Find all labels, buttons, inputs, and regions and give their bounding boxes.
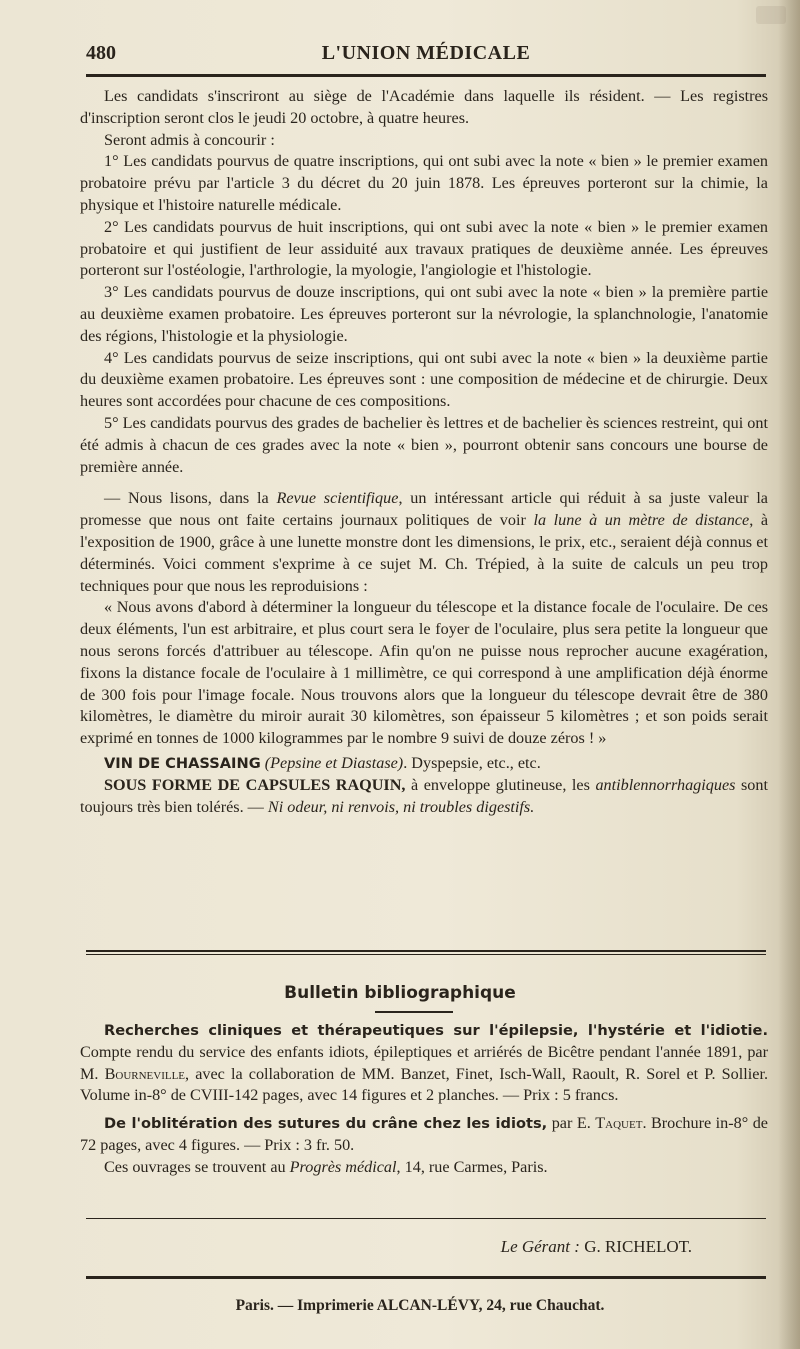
- gerant-signature: [0, 1237, 692, 1257]
- text-run: , un intéressant article qui réduit à sa juste valeur la promesse que nous ont faite certains journaux politiques de voir: [80, 489, 768, 530]
- advert-subtitle: (Pepsine et Diastase): [264, 753, 404, 772]
- text-run: , avec la collaboration de MM. Banzet, Finet, Isch-Wall, Raoult, R. Sorel et P. Sollier. Volume in-8° de CVIII-142 pages, avec 14 figures et 2 planches. — Prix : 5 francs.: [80, 1064, 769, 1105]
- advert-brand: SOUS FORME DE CAPSULES RAQUIN,: [104, 775, 406, 794]
- text-run: par E.: [547, 1114, 596, 1133]
- book-title: Recherches cliniques et thérapeutiques sur l'épilepsie, l'hystérie et l'idiotie.: [104, 1022, 768, 1039]
- text-run: — Nous lisons, dans la: [104, 489, 277, 508]
- page-mark: [756, 6, 786, 24]
- author-name: Bourneville: [104, 1064, 186, 1083]
- advert-vin: [80, 753, 768, 775]
- advert-brand: VIN DE CHASSAING: [104, 754, 261, 772]
- text-run: . Brochure in-8° de 72 pages, avec 4 figures. — Prix : 3 fr. 50.: [80, 1114, 768, 1154]
- article-body: [80, 86, 768, 818]
- paragraph-item-5: 5° Les candidats pourvus des grades de bachelier ès lettres et de bachelier ès sciences restreint, qui ont été admis à chacun de ces grades avec la note « bien », pourront obtenir sans concours une bourse de première année.: [80, 413, 768, 476]
- section-divider: [86, 950, 766, 955]
- paragraph-item-2: 2° Les candidats pourvus de huit inscriptions, qui ont subi avec la note « bien » le premier examen probatoire et qui justifient de leur assiduité aux travaux pratiques de deuxième année. Les épreuves porteront sur l'ostéologie, l'arthrologie, la myologie, l'angiologie et l'histologie.: [80, 217, 768, 280]
- paragraph-telescope-quote: « Nous avons d'abord à déterminer la longueur du télescope et la distance focale de l'oculaire. De ces deux éléments, l'un est arbitraire, et plus court sera le foyer de l'oculaire, plus sera petite la longueur que nous serons forcés d'attribuer au télescope. Afin qu'on ne puisse nous reprocher aucune exagération, fixons la distance focale de l'oculaire à 1 millimètre, ce qui correspond à une amplification déjà énorme de 300 fois pour l'image focale. Nous trouvons alors que la longueur du télescope devrait être de 380 kilomètres, le diamètre du miroir aurait 30 kilomètres, son épaisseur 5 kilomètres ; et son poids serait exprimé en tonnes de 1000 kilogrammes par le nombre 9 suivi de douze zéros ! »: [80, 598, 768, 748]
- header-rule: [86, 74, 766, 77]
- paragraph-item-3: 3° Les candidats pourvus de douze inscriptions, qui ont subi avec la note « bien » la première partie au deuxième examen probatoire. Les épreuves porteront sur la névrologie, la splanchnologie, l'anatomie des régions, l'histologie et la physiologie.: [80, 283, 768, 345]
- emphasis: antiblennorrhagiques: [595, 775, 736, 794]
- footer-rule: [86, 1218, 766, 1219]
- paragraph-item-1: 1° Les candidats pourvus de quatre inscriptions, qui ont subi avec la note « bien » le premier examen probatoire prévu par l'article 3 du décret du 20 juin 1878. Les épreuves porteront sur la chimie, la physique et l'histoire naturelle médicale.: [80, 152, 768, 214]
- advert-raquin: [80, 775, 768, 819]
- text-run: , à l'exposition de 1900, grâce à une lunette monstre dont les dimensions, le prix, etc., seraient déjà connus et déterminés. Voici comment s'exprime à ce sujet M. Ch. Trépied, à la suite de calculs un peu trop techniques pour que nous les reproduisions :: [80, 511, 769, 595]
- binding-shadow: [778, 0, 800, 1349]
- paragraph-admission: Seront admis à concourir :: [104, 130, 275, 149]
- page-header: [86, 40, 766, 70]
- emphasis: Ni odeur, ni renvois, ni troubles digestifs.: [267, 797, 535, 816]
- imprint-rule: [86, 1276, 766, 1279]
- emphasis: la lune à un mètre de distance: [533, 511, 750, 530]
- book-title: De l'oblitération des sutures du crâne chez les idiots,: [104, 1115, 548, 1133]
- paragraph-item-4: 4° Les candidats pourvus de seize inscriptions, qui ont subi avec la note « bien » la deuxième partie du deuxième examen probatoire. Les épreuves sont : une composition de médecine et de chirurgie. Deux heures sont accordées pour chacune de ces compositions.: [80, 348, 768, 411]
- biblio-note: [80, 1157, 768, 1179]
- biblio-entry: [80, 1020, 768, 1107]
- paragraph-registration: Les candidats s'inscriront au siège de l'Académie dans laquelle ils résident. — Les registres d'inscription seront clos le jeudi 20 octobre, à quatre heures.: [80, 87, 768, 127]
- journal-title: Revue scientifique: [276, 489, 399, 508]
- title-underline: [375, 1011, 453, 1013]
- paragraph-telescope-intro: [80, 488, 768, 597]
- publisher-name: Progrès médical: [289, 1157, 397, 1176]
- section-title: Bulletin bibliographique: [284, 983, 516, 1003]
- author-name: Taquet: [595, 1114, 643, 1133]
- biblio-entry: [80, 1113, 768, 1157]
- text-run: à enveloppe glutineuse, les: [405, 775, 596, 794]
- printer-imprint: Paris. — Imprimerie ALCAN-LÉVY, 24, rue Chauchat.: [235, 1297, 605, 1314]
- gerant-label: Le Gérant :: [500, 1237, 580, 1256]
- bibliography: [80, 1020, 768, 1179]
- text-run: Ces ouvrages se trouvent au: [104, 1157, 290, 1176]
- text-run: . Dyspepsie, etc., etc.: [403, 753, 541, 772]
- running-title: L'UNION MÉDICALE: [321, 42, 531, 64]
- text-run: Compte rendu du service des enfants idiots, épileptiques et arriérés de Bicêtre pendant l'année 1891, par M.: [80, 1042, 768, 1083]
- text-run: , 14, rue Carmes, Paris.: [396, 1157, 548, 1176]
- page-number: 480: [86, 42, 116, 64]
- text-run: sont toujours très bien tolérés. —: [80, 775, 768, 816]
- gerant-name: G. RICHELOT.: [579, 1237, 692, 1256]
